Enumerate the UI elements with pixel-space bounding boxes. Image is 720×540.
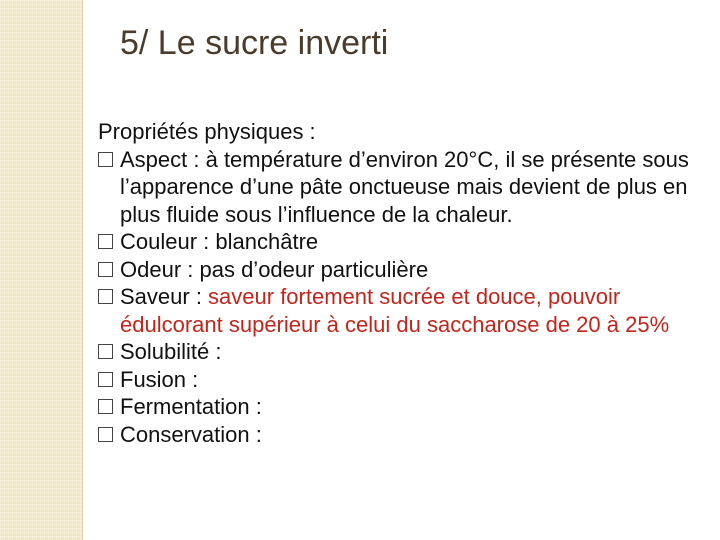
square-bullet-icon	[98, 289, 113, 304]
bullet-text-highlighted: saveur fortement sucrée et douce, pouvoir édulcorant supérieur à celui du saccharose de 20 à 25%	[120, 284, 670, 337]
slide-title: 5/ Le sucre inverti	[120, 24, 389, 62]
square-bullet-icon	[98, 399, 113, 414]
bullet-label: Couleur :	[120, 229, 216, 254]
bullet-item-aspect	[98, 146, 698, 229]
bullet-text: blanchâtre	[215, 229, 319, 254]
slide-content	[98, 118, 698, 448]
bullet-label: Saveur :	[120, 284, 209, 309]
bullet-label: Aspect :	[120, 146, 206, 172]
square-bullet-icon	[98, 372, 113, 387]
square-bullet-icon	[98, 152, 113, 167]
bullet-label: Fusion :	[120, 366, 199, 392]
decorative-side-line	[82, 0, 89, 540]
bullet-text: à température d’environ 20°C, il se présente sous l’apparence d’une pâte onctueuse mais devient de plus en plus fluide sous l’influence de la chaleur.	[120, 146, 689, 227]
square-bullet-icon	[98, 262, 113, 277]
intro-text: Propriétés physiques :	[98, 119, 316, 144]
bullet-text: pas d’odeur particulière	[199, 256, 429, 282]
square-bullet-icon	[98, 344, 113, 359]
bullet-item-saveur	[98, 283, 698, 338]
bullet-item-conservation	[98, 421, 698, 449]
square-bullet-icon	[98, 234, 113, 249]
bullet-item-couleur	[98, 228, 698, 256]
bullet-label: Odeur :	[120, 256, 200, 282]
bullet-item-fermentation	[98, 393, 698, 421]
bullet-item-solubilite	[98, 338, 698, 366]
bullet-label: Fermentation :	[120, 394, 262, 419]
square-bullet-icon	[98, 427, 113, 442]
bullet-label: Conservation :	[120, 421, 262, 447]
bullet-item-odeur	[98, 256, 698, 284]
bullet-item-fusion	[98, 366, 698, 394]
bullet-label: Solubilité :	[120, 339, 222, 364]
decorative-side-strip	[0, 0, 82, 540]
